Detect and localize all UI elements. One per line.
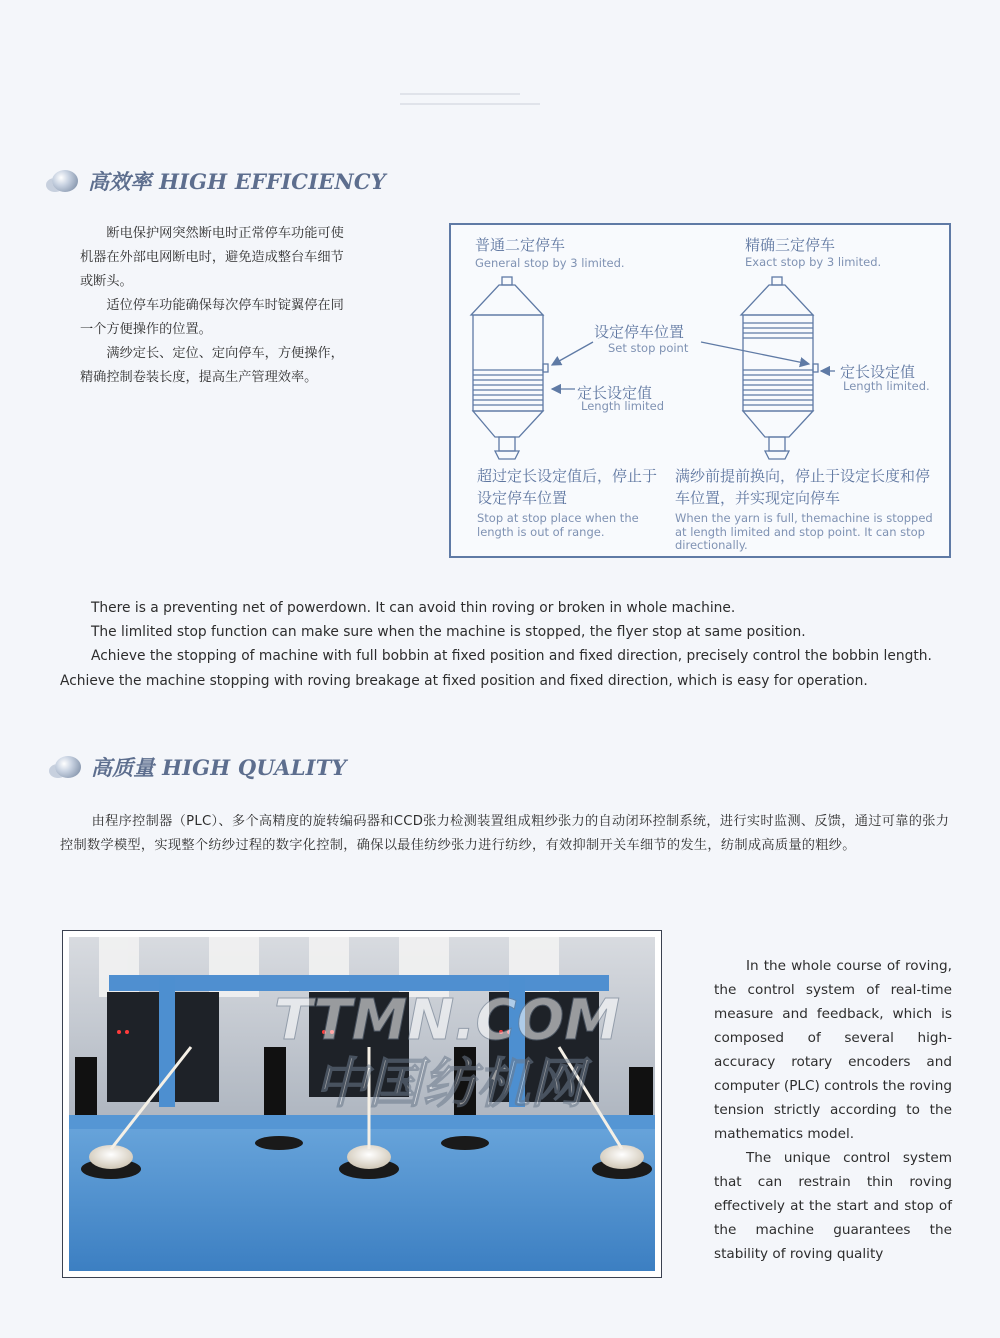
section-heading-high-efficiency <box>52 166 386 196</box>
right-diagram-subtitle: Exact stop by 3 limited. <box>745 255 882 269</box>
cn-paragraph: 满纱定长、定位、定向停车，方便操作，精确控制卷装长度，提高生产管理效率。 <box>80 346 344 385</box>
top-faint-decoration <box>400 85 550 115</box>
en-paragraph: The unique control system that can restrain thin roving effectively at the start and stop of the machine guarantees the stability of roving quality <box>714 1150 952 1262</box>
en-paragraph: In the whole course of roving, the control system of real-time measure and feedback, which is composed of several high-accuracy rotary encoders and computer (PLC) controls the roving tension strictly according to the mathematics model. <box>714 958 952 1142</box>
left-diagram-subtitle: General stop by 3 limited. <box>475 256 625 270</box>
cn-paragraph: 断电保护网突然断电时正常停车功能可使机器在外部电网断电时，避免造成整台车细节或断头。 <box>80 226 344 289</box>
set-stop-label-en: Set stop point <box>608 341 689 355</box>
en-paragraph: There is a preventing net of powerdown. It can avoid thin roving or broken in whole machine. <box>91 600 736 616</box>
length-limit-label-left-en: Length limited <box>581 399 664 413</box>
photo-content <box>69 937 655 1271</box>
left-caption-en: Stop at stop place when the length is out of range. <box>477 511 639 539</box>
cn-paragraph: 由程序控制器（PLC）、多个高精度的旋转编码器和CCD张力检测装置组成粗纱张力的自动闭环控制系统，进行实时监测、反馈，通过可靠的张力控制数学模型，实现整个纺纱过程的数字化控制，确保以最佳纺纱张力进行纺纱，有效抑制开关车细节的发生，纺制成高质量的粗纱。 <box>60 814 950 853</box>
bullet-sphere-icon <box>52 170 78 192</box>
watermark-en: TTMN.COM <box>274 988 620 1053</box>
set-stop-label: 设定停车位置 <box>594 323 685 341</box>
section-title: 高质量 HIGH QUALITY <box>91 755 347 780</box>
stop-comparison-diagram <box>449 223 951 558</box>
cn-paragraph: 适位停车功能确保每次停车时锭翼停在同一个方便操作的位置。 <box>80 298 344 337</box>
en-paragraph: Achieve the machine stopping with roving breakage at fixed position and fixed direction, which is easy for operation. <box>60 672 868 689</box>
section-title: 高效率 HIGH EFFICIENCY <box>88 169 386 194</box>
right-caption-en: When the yarn is full, themachine is stopped at length limited and stop point. It can stop directionally. <box>675 511 933 552</box>
en-paragraph: The limlited stop function can make sure when the machine is stopped, the flyer stop at same position. <box>91 624 806 641</box>
left-diagram-title: 普通二定停车 <box>475 236 566 254</box>
bullet-sphere-icon <box>55 756 81 778</box>
left-caption: 超过定长设定值后，停止于设定停车位置 <box>477 467 658 507</box>
right-diagram-title: 精确三定停车 <box>745 236 836 254</box>
en-paragraph: Achieve the stopping of machine with full bobbin at fixed position and fixed direction, precisely control the bobbin length. <box>91 648 932 665</box>
quality-en-text <box>714 954 952 1266</box>
quality-cn-text <box>60 810 952 858</box>
machine-photo <box>62 930 662 1278</box>
roving-machine-image <box>69 937 655 1271</box>
watermark-cn: 中国纺机网 <box>314 1052 584 1115</box>
length-limit-label-right: 定长设定值 <box>840 363 916 381</box>
efficiency-en-text <box>60 596 960 693</box>
section-heading-high-quality <box>55 752 347 782</box>
length-limit-label-right-en: Length limited. <box>843 379 930 393</box>
left-bobbin-icon <box>471 277 593 459</box>
efficiency-cn-text <box>80 222 354 390</box>
length-limit-label-left: 定长设定值 <box>577 384 653 402</box>
right-bobbin-icon <box>701 277 835 459</box>
right-caption: 满纱前提前换向，停止于设定长度和停车位置，并实现定向停车 <box>675 467 931 507</box>
